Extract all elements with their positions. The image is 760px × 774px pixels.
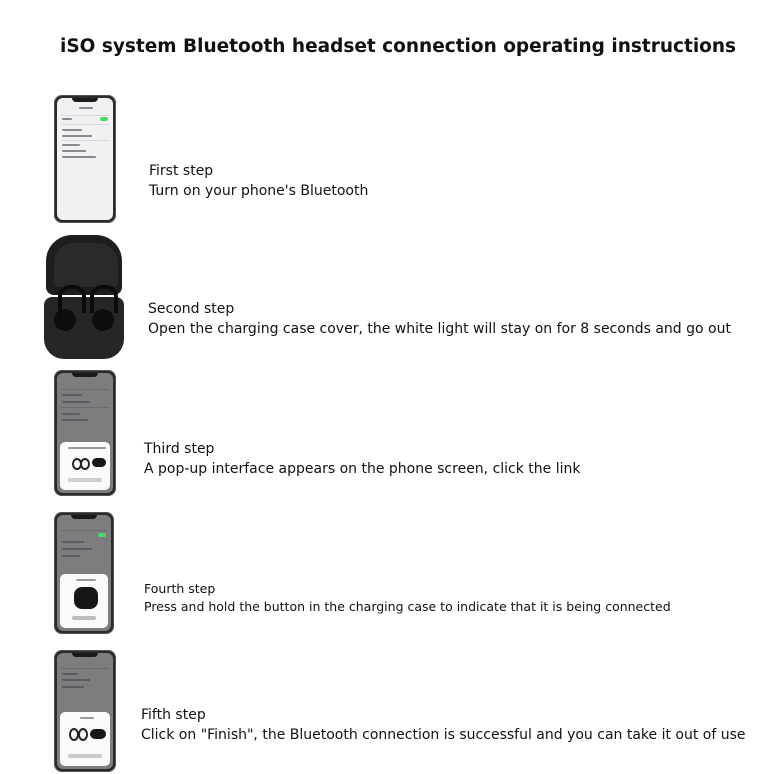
charging-case-image — [44, 235, 124, 361]
step-1-heading: First step — [149, 163, 214, 179]
step-4-description: Press and hold the button in the charging case to indicate that it is being connected — [144, 599, 671, 614]
phone-bluetooth-settings-image — [54, 95, 116, 223]
step-1-description: Turn on your phone's Bluetooth — [149, 183, 369, 199]
step-2-description: Open the charging case cover, the white light will stay on for 8 seconds and go out — [148, 321, 731, 337]
step-5-description: Click on "Finish", the Bluetooth connection is successful and you can take it out of use — [141, 727, 746, 743]
step-2-text — [148, 299, 731, 339]
step-5-heading: Fifth step — [141, 707, 206, 723]
step-5-text — [141, 705, 746, 745]
page-title: iSO system Bluetooth headset connection operating instructions — [60, 36, 737, 57]
step-2-heading: Second step — [148, 301, 235, 317]
step-1-text — [149, 161, 368, 201]
phone-connecting-image — [54, 512, 114, 634]
step-4-heading: Fourth step — [144, 581, 216, 596]
step-3-description: A pop-up interface appears on the phone screen, click the link — [144, 461, 581, 477]
phone-popup-image — [54, 370, 116, 496]
phone-finish-image — [54, 650, 116, 772]
step-3-heading: Third step — [144, 441, 215, 457]
step-3-text — [144, 439, 581, 479]
step-4-text — [144, 580, 671, 616]
